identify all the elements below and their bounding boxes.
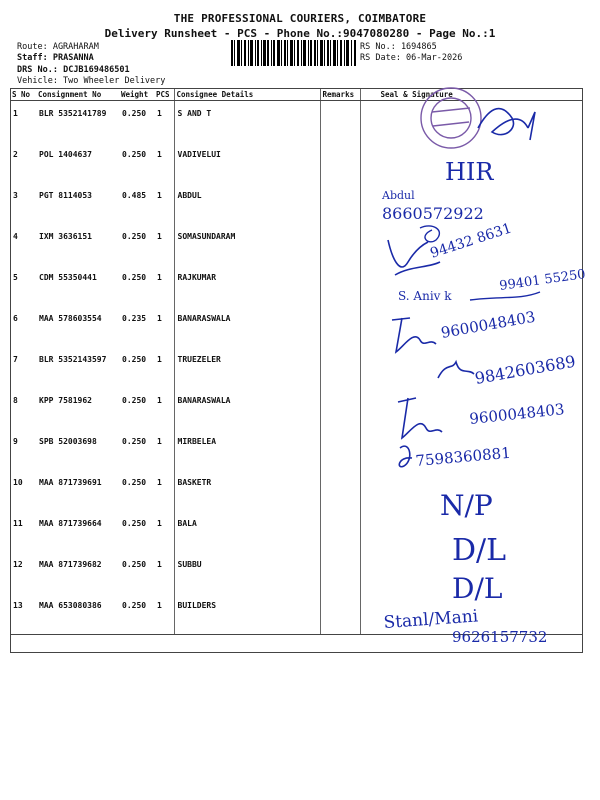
- cell-signature: [360, 470, 582, 511]
- cell-weight: 0.250: [122, 109, 147, 118]
- vehicle-label: Vehicle: Two Wheeler Delivery: [17, 76, 166, 86]
- cell-signature: [360, 265, 582, 306]
- cell-weight: 0.250: [122, 437, 147, 446]
- cell-consignment-no: SPB 52003698: [39, 437, 97, 446]
- cell-sno: 6: [13, 314, 18, 323]
- cell-remarks: [320, 224, 360, 265]
- cell-consignee: BANARASWALA: [174, 306, 320, 347]
- cell-pcs: 1: [157, 519, 162, 528]
- handwriting-row-2: HIR: [445, 158, 494, 186]
- handwriting-row-12: D/L: [452, 572, 503, 605]
- runsheet-subtitle: Delivery Runsheet - PCS - Phone No.:9047080280 - Page No.:1: [104, 27, 496, 40]
- cell-sno: 4: [13, 232, 18, 241]
- cell-consignment-no: MAA 871739682: [39, 560, 102, 569]
- handwriting-row-3-name: Abdul: [382, 189, 415, 202]
- cell-pcs: 1: [157, 150, 162, 159]
- cell-sno: 13: [10, 593, 36, 635]
- col-consignment: Consignment No: [36, 88, 119, 101]
- cell-consignment-no: MAA 871739691: [39, 478, 102, 487]
- cell-pcs: 1: [154, 593, 174, 635]
- cell-pcs: 1: [157, 314, 162, 323]
- table-row: [10, 470, 582, 511]
- table-row: [10, 265, 582, 306]
- handwriting-row-5-number: 99401 55250: [498, 267, 587, 294]
- cell-weight: 0.250: [122, 150, 147, 159]
- cell-weight: 0.250: [122, 232, 147, 241]
- handwriting-row-11: D/L: [452, 533, 507, 568]
- cell-consignment-no: POL 1404637: [39, 150, 92, 159]
- cell-sno: 1: [13, 109, 18, 118]
- cell-pcs: 1: [157, 560, 162, 569]
- cell-sno: 12: [13, 560, 23, 569]
- cell-consignee: SUBBU: [174, 552, 320, 593]
- table-row: [10, 142, 582, 183]
- cell-sno: 11: [13, 519, 23, 528]
- cell-consignee: BASKETR: [174, 470, 320, 511]
- cell-remarks: [320, 429, 360, 470]
- cell-remarks: [320, 101, 360, 143]
- cell-consignee: BANARASWALA: [174, 388, 320, 429]
- cell-signature: [360, 224, 582, 265]
- cell-remarks: [320, 306, 360, 347]
- cell-consignment-no: BLR 5352143597: [39, 355, 107, 364]
- cell-weight: 0.250: [122, 519, 147, 528]
- cell-signature: [360, 593, 582, 635]
- cell-remarks: [320, 265, 360, 306]
- cell-pcs: 1: [157, 478, 162, 487]
- consignment-table: [10, 88, 582, 635]
- table-row: [10, 429, 582, 470]
- col-remarks: Remarks: [320, 88, 360, 101]
- table-row: [10, 511, 582, 552]
- cell-consignee: BUILDERS: [174, 593, 320, 635]
- cell-remarks: [320, 552, 360, 593]
- cell-weight: 0.250: [122, 355, 147, 364]
- col-signature: Seal & Signature: [360, 88, 582, 101]
- handwriting-row-13-phone: 9626157732: [452, 628, 548, 646]
- table-row: [10, 593, 582, 635]
- cell-consignee: BALA: [174, 511, 320, 552]
- cell-pcs: 1: [157, 355, 162, 364]
- handwriting-row-6-number: 9600048403: [439, 307, 537, 342]
- cell-signature: [360, 183, 582, 224]
- cell-consignment-no: IXM 3636151: [39, 232, 92, 241]
- cell-consignee: S AND T: [174, 101, 320, 143]
- cell-consignment-no: MAA 653080386: [36, 593, 119, 635]
- cell-consignment-no: MAA 871739664: [39, 519, 102, 528]
- cell-pcs: 1: [157, 109, 162, 118]
- cell-consignee: RAJKUMAR: [174, 265, 320, 306]
- drs-line: [17, 65, 130, 75]
- handwriting-row-4-number: 94432 8631: [428, 220, 514, 262]
- cell-weight: 0.250: [122, 396, 147, 405]
- cell-sno: 5: [13, 273, 18, 282]
- handwriting-row-7-number: 9842603689: [473, 351, 577, 388]
- cell-consignee: MIRBELEA: [174, 429, 320, 470]
- cell-consignment-no: MAA 578603554: [39, 314, 102, 323]
- cell-pcs: 1: [157, 273, 162, 282]
- cell-weight: 0.235: [122, 314, 147, 323]
- cell-consignment-no: CDM 55350441: [39, 273, 97, 282]
- table-row: [10, 388, 582, 429]
- cell-remarks: [320, 511, 360, 552]
- cell-consignment-no: PGT 8114053: [39, 191, 92, 200]
- col-pcs: PCS: [154, 88, 174, 101]
- table-row: [10, 101, 582, 143]
- cell-consignment-no: KPP 7581962: [39, 396, 92, 405]
- handwriting-row-13-name: Stanl/Mani: [382, 606, 479, 633]
- cell-sno: 7: [13, 355, 18, 364]
- cell-weight: 0.250: [119, 593, 154, 635]
- cell-remarks: [320, 347, 360, 388]
- cell-signature: [360, 347, 582, 388]
- table-row: [10, 224, 582, 265]
- cell-signature: [360, 388, 582, 429]
- table-row: [10, 306, 582, 347]
- cell-remarks: [320, 183, 360, 224]
- col-consignee: Consignee Details: [174, 88, 320, 101]
- cell-weight: 0.250: [122, 478, 147, 487]
- cell-signature: [360, 306, 582, 347]
- cell-pcs: 1: [157, 191, 162, 200]
- cell-remarks: [320, 388, 360, 429]
- handwriting-row-5: S. Aniv k: [398, 289, 452, 303]
- cell-consignee: TRUEZELER: [174, 347, 320, 388]
- handwriting-row-10: N/P: [440, 489, 493, 522]
- drs-label: DRS No.:: [17, 65, 58, 75]
- cell-signature: [360, 429, 582, 470]
- handwriting-row-8-number: 9600048403: [468, 400, 566, 428]
- cell-consignment-no: BLR 5352141789: [39, 109, 107, 118]
- cell-consignee: VADIVELUI: [174, 142, 320, 183]
- barcode: [231, 40, 357, 66]
- cell-sno: 10: [13, 478, 23, 487]
- cell-sno: 2: [13, 150, 18, 159]
- cell-pcs: 1: [157, 437, 162, 446]
- cell-consignee: ABDUL: [174, 183, 320, 224]
- col-weight: Weight: [119, 88, 154, 101]
- cell-weight: 0.485: [122, 191, 147, 200]
- cell-pcs: 1: [157, 396, 162, 405]
- cell-signature: [360, 511, 582, 552]
- drs-value: DCJB169486501: [63, 65, 130, 75]
- company-title: THE PROFESSIONAL COURIERS, COIMBATORE: [173, 12, 427, 25]
- cell-remarks: [320, 593, 360, 635]
- table-row: [10, 183, 582, 224]
- cell-remarks: [320, 470, 360, 511]
- staff-value: PRASANNA: [52, 53, 94, 63]
- rs-number: RS No.: 1694865: [360, 42, 437, 52]
- cell-weight: 0.250: [122, 273, 147, 282]
- cell-weight: 0.250: [122, 560, 147, 569]
- rs-date: RS Date: 06-Mar-2026: [360, 53, 463, 63]
- cell-signature: [360, 552, 582, 593]
- staff-label: Staff:: [17, 53, 48, 63]
- cell-sno: 8: [13, 396, 18, 405]
- cell-pcs: 1: [157, 232, 162, 241]
- cell-signature: [360, 101, 582, 143]
- cell-signature: [360, 142, 582, 183]
- handwriting-row-3-phone: 8660572922: [382, 204, 484, 223]
- staff-line: [17, 53, 94, 63]
- cell-consignee: SOMASUNDARAM: [174, 224, 320, 265]
- table-header-row: [10, 88, 582, 101]
- table-row: [10, 552, 582, 593]
- route-label: Route: AGRAHARAM: [17, 42, 99, 52]
- cell-sno: 9: [13, 437, 18, 446]
- col-sno: S No: [10, 88, 36, 101]
- cell-sno: 3: [13, 191, 18, 200]
- table-row: [10, 347, 582, 388]
- handwriting-row-9-number: 7598360881: [414, 443, 512, 470]
- cell-remarks: [320, 142, 360, 183]
